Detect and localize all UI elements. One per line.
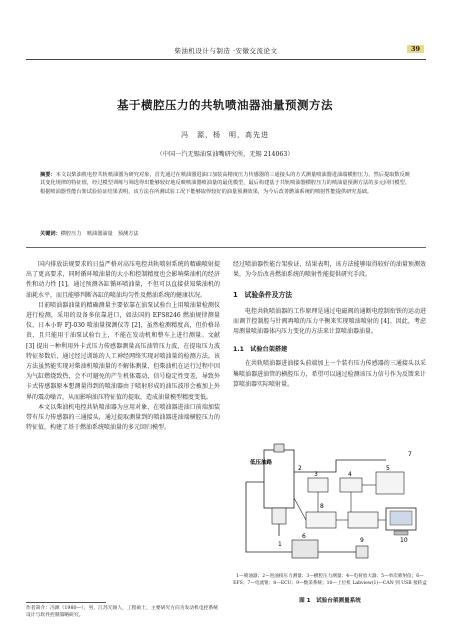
intro-paragraph-2: 目前喷油器油量的精确测量主要依靠在油泵试验台上用喷油量检测仪进行检测，采用的设备多依靠进口，如法国的 EFS8246 燃油规律测量仪，日本小野 FJ-030 喷油量探测仪等 [2]，虽然检测精度高，但价格昂贵，且只能用于油泵试验台上，不能在发动机和整车上进行测量。文献 [3] 提出一种利用外卡式压力传感器测量高压油管压力波，在提取压力波特征参数后，通过经过训练的人工神经网络实现对喷油量的检测方法。该方法虽然能实现对柴油机喷油量的不解体测量，但柴油机在运行过程中因为气缸燃烧致热，会不可避免的产生机体震动，信号稳定性变差，导致外卡式传感器原本想测量得到的喷油器由于喷射形成的油压波形会被加上外界的震动噪音，从而影响油压特征值的提取，造成油量模型精度变低。	[26, 301, 220, 401]
low-pressure-label: 低压油路	[250, 460, 273, 466]
figure-label-5: 5	[386, 465, 390, 472]
figure-label-2: 2	[298, 465, 302, 472]
figure-label-8: 8	[320, 503, 324, 510]
figure-legend: 1—喷油器；2—进油接压力测量；3—横腔压力测量；4—电荷放大器；5—单次喷射仪；6—EFS；7—电流钳；8—ECU；9—数采系统；10—上位机 Labview(1)—CAN 到 USB 接转盒	[233, 574, 427, 586]
left-column	[26, 260, 220, 433]
running-head-text: 柴油机设计与制造 ·安徽交流论文	[174, 47, 278, 55]
right-column	[233, 260, 426, 390]
abstract	[40, 171, 410, 196]
running-header	[26, 46, 426, 60]
abstract-text: 本文以柴油机电控共轨喷油器为研究对象，首先通过在喷油器进油口加装高精度压力传感器的三通接头的方式测量喷油器进油端横腔压力，然后提取数反映其变化规律的特征值，经过模型训练与筛选得出能够较好地反映喷油器喷油量的最优模型，最后构建基于共轨喷油器横腔压力的喷油量预测方法的多元回归模型。根据喷油器性能台架试验验证结果表明，该方法在所测试验工况下能够取得较好的油量预测效果，为今后改善燃油系统的喷射性能提供研究基础。	[40, 172, 410, 195]
continued-paragraph: 经过喷油器性能台架验证，结果表明，该方法能够取得较好的油量预测效果，为今后改善燃油系统的喷射性能提供研究手段。	[233, 261, 426, 279]
figure-label-6: 6	[302, 533, 306, 540]
figure-label-7: 7	[408, 451, 412, 458]
keywords-label: 关键词：	[40, 231, 61, 237]
figure-label-10: 10	[400, 537, 408, 544]
footnote-divider	[26, 602, 106, 603]
intro-paragraph-1: 国内排放法规要求的日益严格对高压电控共轨喷射系统的精确喷射提出了更高要求，同时循环喷油量的大小和控制精度也会影响柴油机的经济性和动力性 [1]。通过预测各缸循环喷油量，不但可以直接获知柴油机的油耗水平，而且能够判断各缸的喷油均匀性及燃油系统的健康状况。	[26, 261, 220, 299]
subsection-heading-1-1: 1.1 试验台架搭建	[233, 346, 288, 354]
author-footnote: 作者简介：冯源（1980—），男，江苏无锡人，工程硕士，主要研究方向为发动机电控系统设计与软件控制策略研究。	[26, 606, 219, 618]
section-1-paragraph: 电控共轨喷油器的工作原理是通过电磁阀的通断电控制衔铁的运动进而调节控制腔与针阀再喷的压力平衡来实现喷油喷射的 [4]。因此，考虑用测量喷油器体内压力变化的方法来计算喷油器油量。	[233, 307, 426, 336]
figure-label-1: 1	[278, 541, 282, 548]
figure-label-3: 3	[314, 471, 318, 478]
figure-label-9: 9	[360, 537, 364, 544]
paper-title: 基于横腔压力的共轨喷油器油量预测方法	[117, 98, 333, 112]
abstract-label: 摘要：	[40, 172, 56, 178]
affiliation: （中国一汽无锡油泵油嘴研究所，无锡 214063）	[156, 151, 294, 158]
header-rule	[26, 59, 426, 60]
page-number: 39	[407, 45, 424, 53]
section-heading-1: 1 试验条件及方法	[233, 291, 293, 300]
subsection-paragraph: 在共轨喷油器进油接头前端加上一个装有压力传感器的三通接头以采集喷油器进油管的横腔压力，希望可以通过检测该压力信号作为反馈来计算喷油器实际喷射量。	[233, 360, 426, 388]
test-bench-diagram	[236, 442, 424, 570]
author-line: 冯 源，杨 明，高先进	[181, 131, 269, 139]
keywords-text: 横腔压力 喷油器油量 预测方法	[60, 231, 139, 237]
intro-paragraph-3: 本文以柴油机电控共轨喷油器为应用对象，在喷油器进油口前端加装带有压力传感器的三通接头，通过提取测量到的喷油器进油端横腔压力的特征值，构建了基于燃油系统喷油量的多元回归模型。	[26, 403, 220, 432]
keywords	[40, 230, 410, 237]
abstract-divider	[26, 247, 426, 248]
figure-caption: 图 1 试验台架测量系统	[299, 598, 361, 604]
figure-label-4: 4	[348, 471, 352, 478]
